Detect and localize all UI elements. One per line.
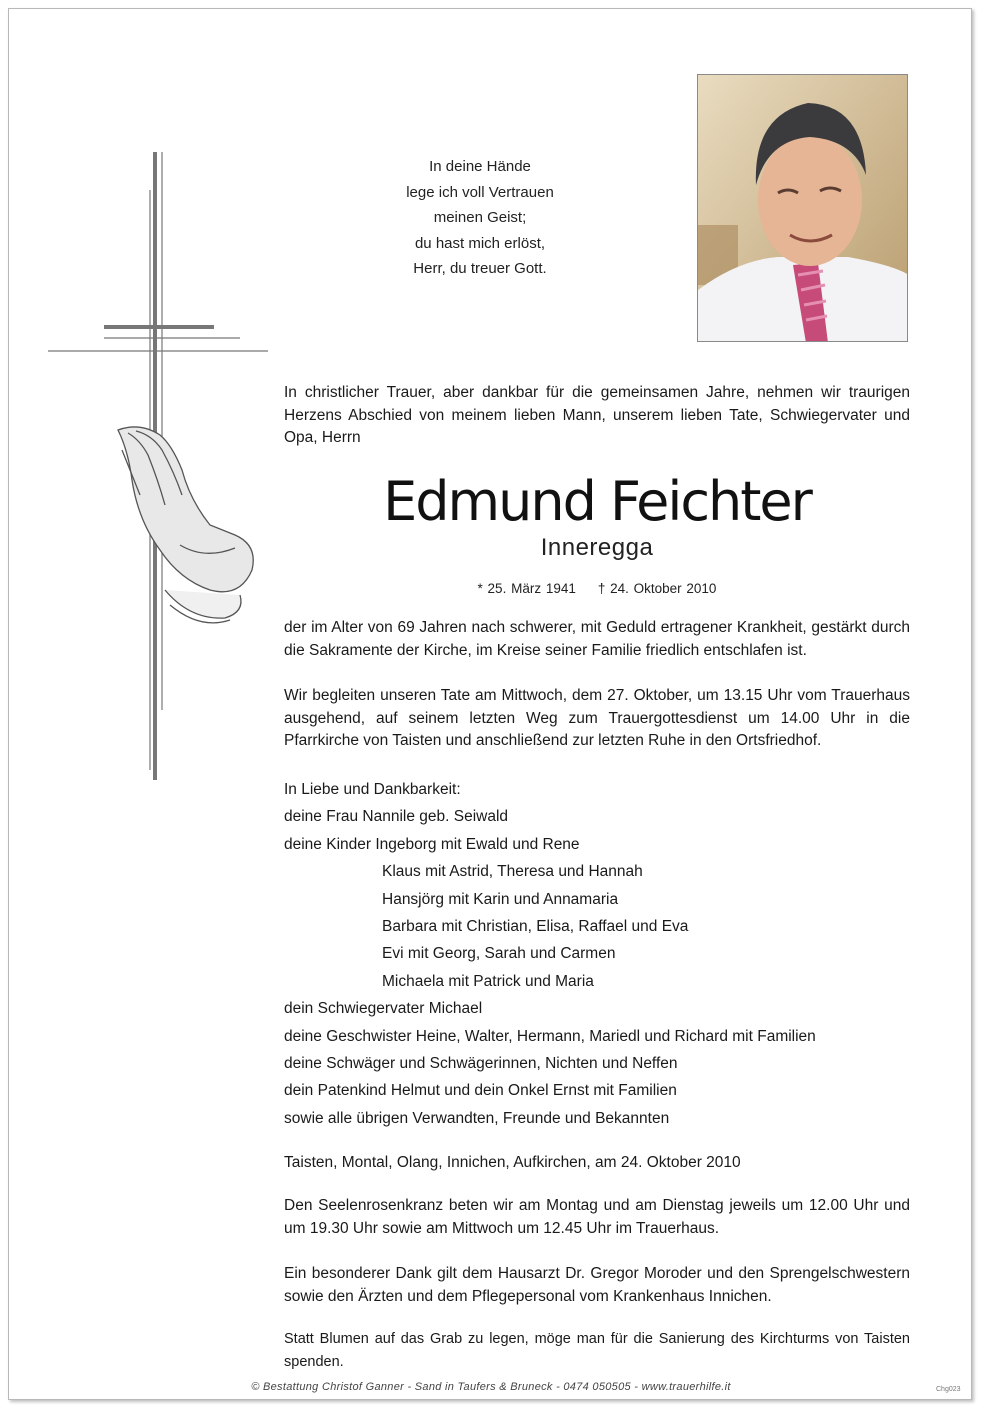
- verse-line: Herr, du treuer Gott.: [413, 260, 547, 277]
- funeral-paragraph: Wir begleiten unseren Tate am Mittwoch, dem 27. Oktober, um 13.15 Uhr vom Trauerhaus ausgehend, auf seinem letzten Weg zum Trauergottesdienst um 14.00 Uhr in die Pfarrkirche von Taisten und anschließend zur letzten Ruhe in den Ortsfriedhof.: [284, 687, 910, 749]
- list-item: deine Frau Nannile geb. Seiwald: [284, 808, 509, 826]
- verse: [360, 154, 600, 282]
- list-item: sowie alle übrigen Verwandten, Freunde und Bekannten: [284, 1109, 670, 1127]
- deceased-name: Edmund Feichter: [383, 470, 811, 533]
- footer-credit: © Bestattung Christof Ganner - Sand in Taufers & Bruneck - 0474 050505 - www.trauerhilfe.it: [251, 1381, 731, 1393]
- verse-line: meinen Geist;: [433, 209, 527, 226]
- list-item: deine Kinder Ingeborg mit Ewald und Rene: [284, 835, 580, 853]
- life-dates: [284, 581, 910, 596]
- list-item: deine Geschwister Heine, Walter, Hermann, Mariedl und Richard mit Familien: [284, 1027, 816, 1045]
- mourners-heading: In Liebe und Dankbarkeit:: [284, 781, 461, 798]
- list-item: Klaus mit Astrid, Theresa und Hannah: [382, 863, 643, 881]
- place-date: Taisten, Montal, Olang, Innichen, Aufkirchen, am 24. Oktober 2010: [284, 1154, 741, 1171]
- verse-line: du hast mich erlöst,: [414, 234, 546, 252]
- list-item: dein Schwiegervater Michael: [284, 1000, 483, 1018]
- praying-hands-icon: [118, 427, 253, 623]
- list-item: Michaela mit Patrick und Maria: [382, 972, 594, 990]
- verse-line: lege ich voll Vertrauen: [406, 183, 554, 201]
- deceased-place: Inneregga: [540, 534, 654, 561]
- document-code: Chg023: [936, 1386, 961, 1393]
- intro-text: In christlicher Trauer, aber dankbar für die gemeinsamen Jahre, nehmen wir traurigen Herzens Abschied von meinem lieben Mann, unserem lieben Tate, Schwiegervater und Opa, Herrn: [284, 384, 910, 446]
- cross-with-hands-illustration: [40, 150, 280, 790]
- list-item: Barbara mit Christian, Elisa, Raffael und Eva: [382, 918, 689, 936]
- list-item: deine Schwäger und Schwägerinnen, Nichten und Neffen: [284, 1055, 678, 1073]
- flowers-note: Statt Blumen auf das Grab zu legen, möge man für die Sanierung des Kirchturms von Taisten spenden.: [284, 1331, 910, 1370]
- birth-date: * 25. März 1941: [477, 581, 576, 596]
- rosary-paragraph: Den Seelenrosenkranz beten wir am Montag und am Dienstag jeweils um 12.00 Uhr und um 19.30 Uhr sowie am Mittwoch um 12.45 Uhr im Trauerhaus.: [284, 1197, 910, 1237]
- verse-line: In deine Hände: [429, 158, 531, 175]
- thanks-paragraph: Ein besonderer Dank gilt dem Hausarzt Dr. Gregor Moroder und den Sprengelschwestern sowie den Ärzten und dem Pflegepersonal vom Krankenhaus Innichen.: [284, 1265, 910, 1305]
- portrait-image: [698, 75, 908, 342]
- list-item: Hansjörg mit Karin und Annamaria: [382, 890, 619, 908]
- list-item: Evi mit Georg, Sarah und Carmen: [382, 945, 616, 963]
- portrait-photo: [697, 74, 908, 342]
- death-paragraph: der im Alter von 69 Jahren nach schwerer, mit Geduld ertragener Krankheit, gestärkt durch die Sakramente der Kirche, im Kreise seiner Familie friedlich entschlafen ist.: [284, 619, 910, 659]
- list-item: dein Patenkind Helmut und dein Onkel Ernst mit Familien: [284, 1082, 677, 1100]
- mourners-list: [284, 776, 910, 1132]
- death-date: † 24. Oktober 2010: [597, 581, 717, 596]
